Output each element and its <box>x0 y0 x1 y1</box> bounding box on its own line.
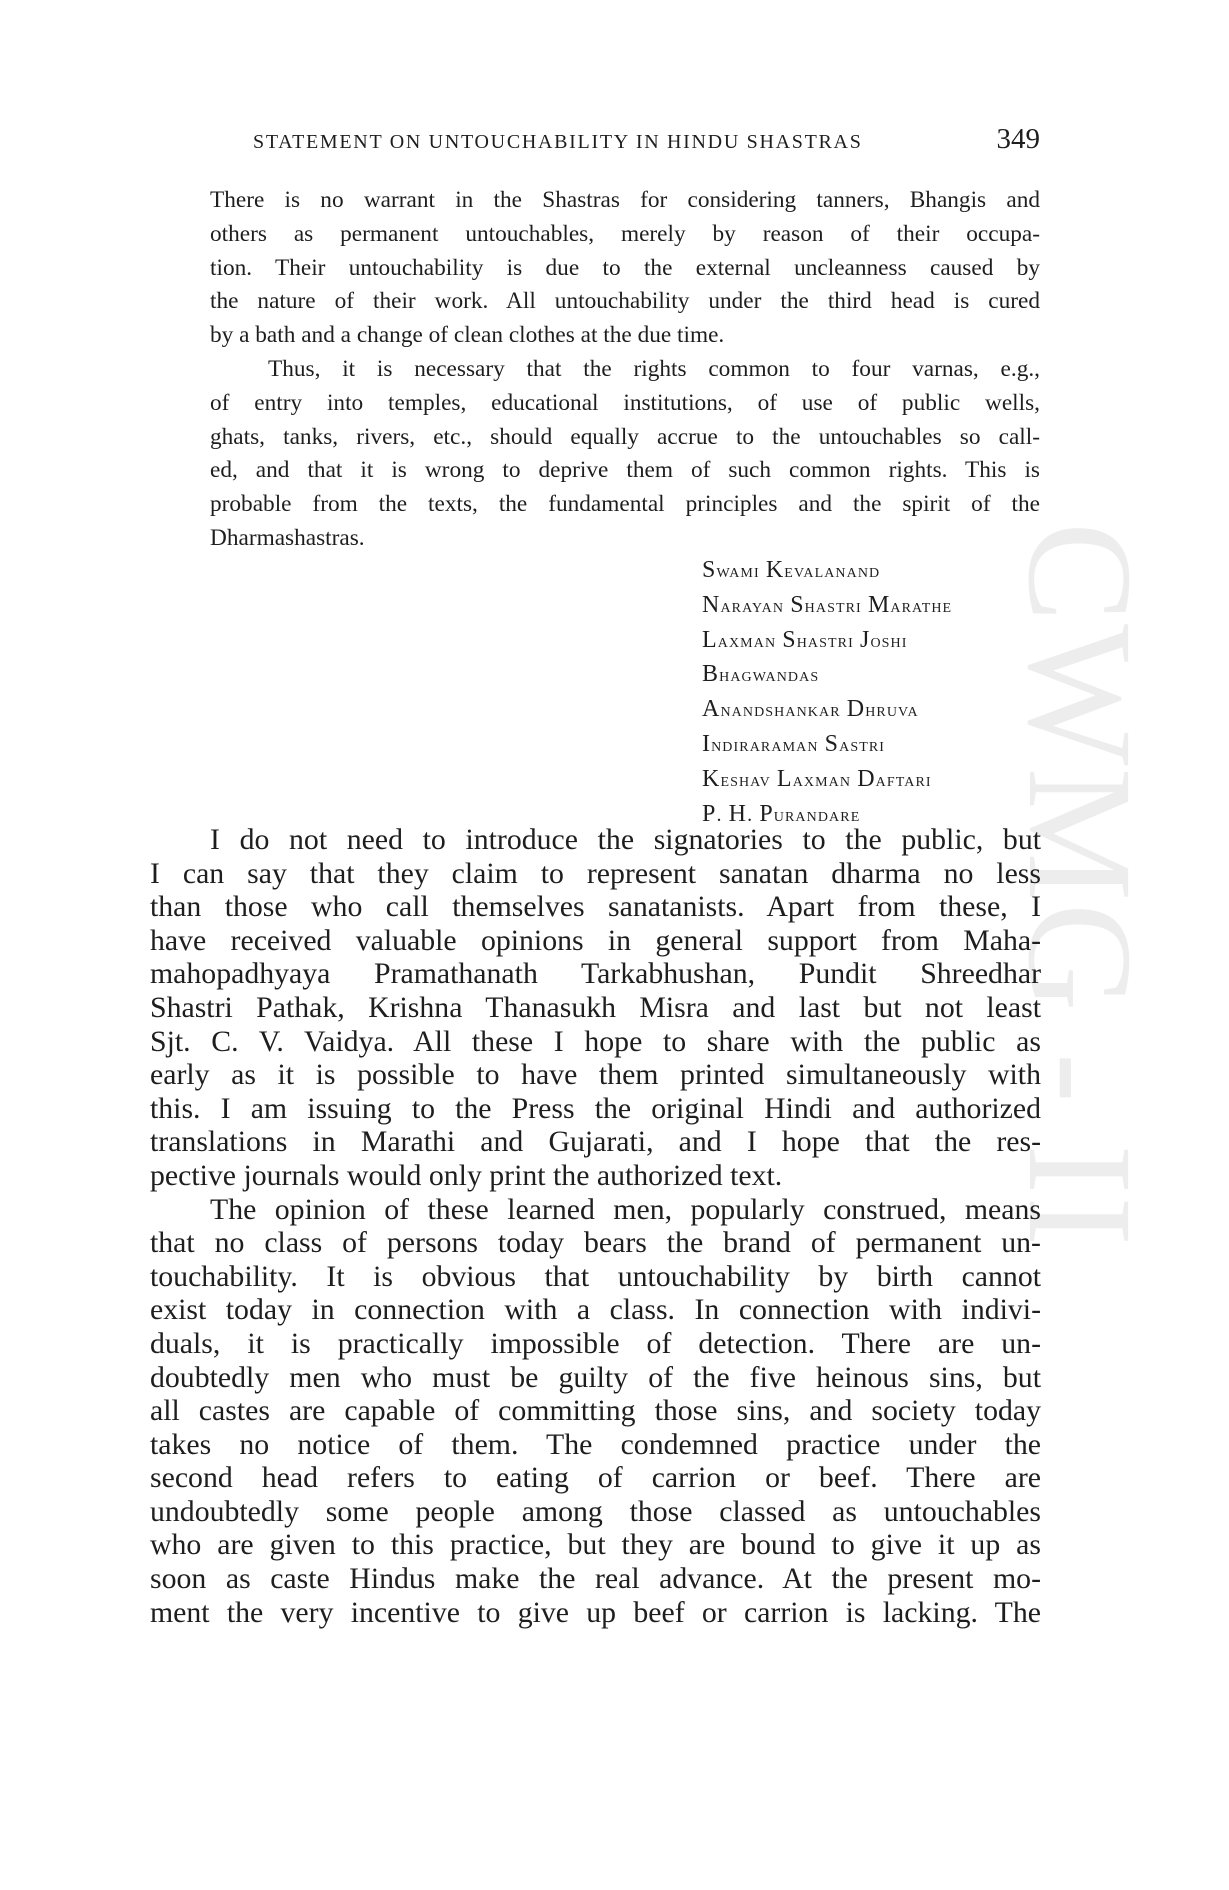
text-line: this. I am issuing to the Press the original Hindi and authorized <box>150 1091 1041 1125</box>
signatory-list <box>702 554 952 832</box>
text-line: duals, it is practically impossible of detection. There are un- <box>150 1326 1041 1360</box>
body-paragraph-1 <box>150 823 1041 1193</box>
text-line: pective journals would only print the authorized text. <box>150 1158 783 1192</box>
signatory-name: Narayan Shastri Marathe <box>702 591 953 618</box>
text-line: The opinion of these learned men, popularly construed, means <box>210 1192 1041 1226</box>
text-line: than those who call themselves sanatanists. Apart from these, I <box>150 890 1041 924</box>
text-line: Shastri Pathak, Krishna Thanasukh Misra and last but not least <box>150 990 1041 1024</box>
signatory-name: P. H. Purandare <box>702 800 861 827</box>
running-head <box>253 123 1040 155</box>
text-line: I can say that they claim to represent sanatan dharma no less <box>150 856 1041 890</box>
signatory-name: Indiraraman Sastri <box>702 730 886 757</box>
signatory-name: Swami Kevalanand <box>702 557 881 583</box>
text-line: Dharmashastras. <box>210 524 365 551</box>
quoted-paragraph-2 <box>210 353 1040 556</box>
text-line: Sjt. C. V. Vaidya. All these I hope to share with the public as <box>150 1024 1041 1058</box>
text-line: all castes are capable of committing those sins, and society today <box>150 1394 1041 1428</box>
text-line: mahopadhyaya Pramathanath Tarkabhushan, Pundit Shreedhar <box>150 957 1041 991</box>
watermark-text: CWMG - II <box>997 522 1163 1249</box>
text-line: soon as caste Hindus make the real advance. At the present mo- <box>150 1562 1041 1596</box>
text-line: tion. Their untouchability is due to the external uncleanness caused by <box>210 254 1040 281</box>
body-text <box>150 823 1041 1629</box>
text-line: of entry into temples, educational institutions, of use of public wells, <box>210 389 1040 416</box>
text-line: ghats, tanks, rivers, etc., should equally accrue to the untouchables so call- <box>210 423 1040 450</box>
signatory-name: Anandshankar Dhruva <box>702 696 919 723</box>
text-line: doubtedly men who must be guilty of the five heinous sins, but <box>150 1360 1041 1394</box>
signatory-name: Keshav Laxman Daftari <box>702 765 932 792</box>
text-line: ment the very incentive to give up beef or carrion is lacking. The <box>150 1595 1041 1629</box>
page-number: 349 <box>996 123 1040 155</box>
signatory-name: Bhagwandas <box>702 661 820 688</box>
text-line: second head refers to eating of carrion or beef. There are <box>150 1461 1041 1495</box>
text-line: others as permanent untouchables, merely by reason of their occupa- <box>210 220 1040 247</box>
text-line: touchability. It is obvious that untouchability by birth cannot <box>150 1259 1041 1293</box>
quoted-paragraph-1 <box>210 184 1040 353</box>
text-line: takes no notice of them. The condemned practice under the <box>150 1427 1041 1461</box>
running-title: STATEMENT ON UNTOUCHABILITY IN HINDU SHASTRAS <box>253 131 863 153</box>
text-line: Thus, it is necessary that the rights common to four varnas, e.g., <box>268 355 1040 382</box>
text-line: undoubtedly some people among those classed as untouchables <box>150 1494 1041 1528</box>
text-line: translations in Marathi and Gujarati, and I hope that the res- <box>150 1125 1041 1159</box>
quoted-statement <box>210 184 1040 556</box>
text-line: the nature of their work. All untouchability under the third head is cured <box>210 288 1040 315</box>
text-line: that no class of persons today bears the brand of permanent un- <box>150 1226 1041 1260</box>
text-line: There is no warrant in the Shastras for considering tanners, Bhangis and <box>210 187 1040 213</box>
text-line: exist today in connection with a class. In connection with indivi- <box>150 1293 1041 1327</box>
text-line: ed, and that it is wrong to deprive them of such common rights. This is <box>210 457 1040 484</box>
text-line: by a bath and a change of clean clothes at the due time. <box>210 322 725 349</box>
text-line: I do not need to introduce the signatories to the public, but <box>210 823 1041 856</box>
text-line: have received valuable opinions in general support from Maha- <box>150 923 1041 957</box>
body-paragraph-2 <box>150 1193 1041 1630</box>
signatory-name: Laxman Shastri Joshi <box>702 626 908 653</box>
text-line: who are given to this practice, but they are bound to give it up as <box>150 1528 1041 1562</box>
text-line: early as it is possible to have them printed simultaneously with <box>150 1058 1041 1092</box>
text-line: probable from the texts, the fundamental principles and the spirit of the <box>210 491 1040 518</box>
